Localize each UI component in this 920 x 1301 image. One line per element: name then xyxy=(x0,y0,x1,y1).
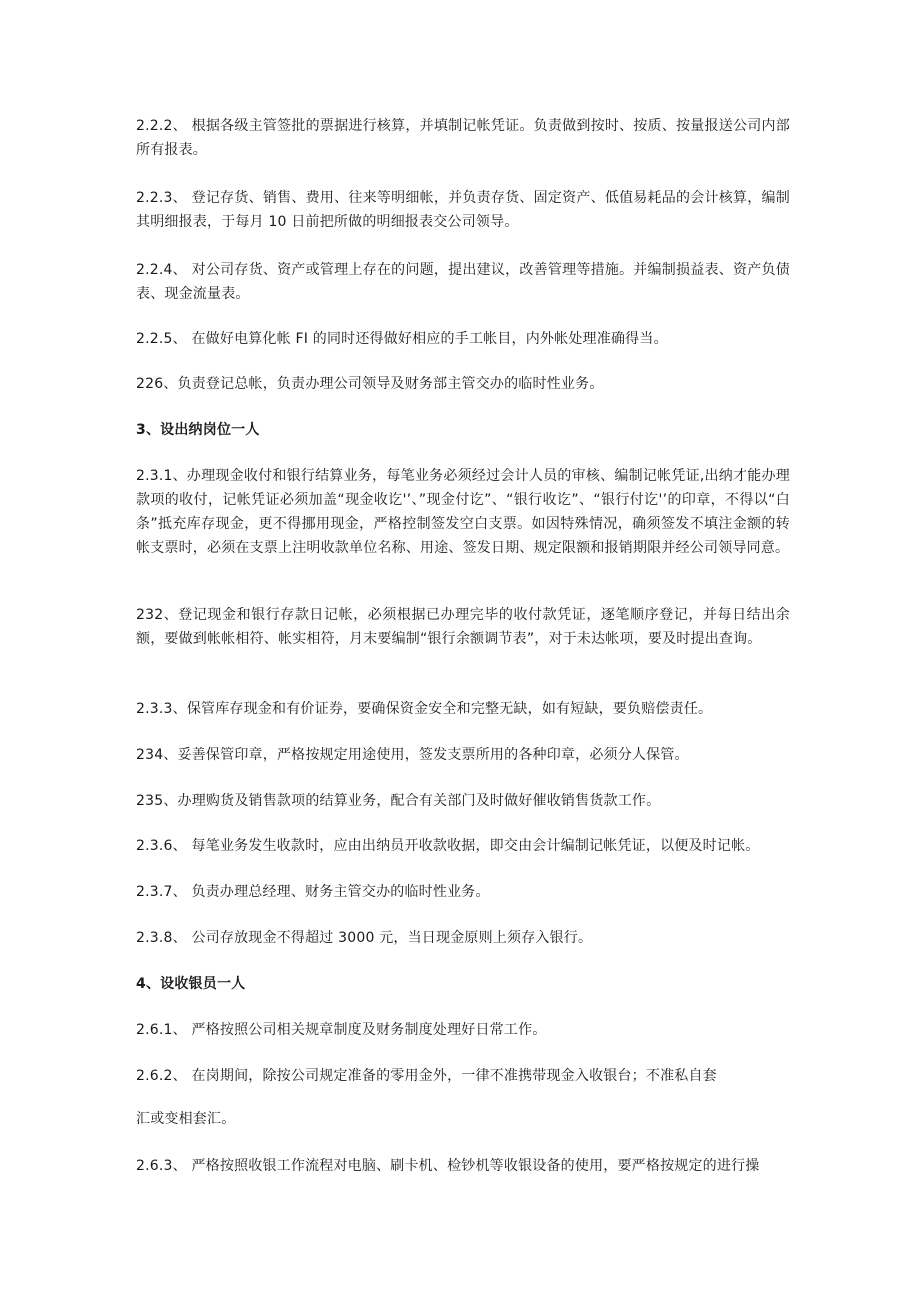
paragraph-2-3-6: 2.3.6、 每笔业务发生收款时，应由出纳员开收款收据，即交由会计编制记帐凭证，以便及时记帐。 xyxy=(136,838,760,854)
paragraph-2-6-2: 2.6.2、 在岗期间，除按公司规定准备的零用金外，一律不准携带现金入收银台；不准私自套 xyxy=(136,1068,717,1084)
section-heading-3: 3、设出纳岗位一人 xyxy=(136,422,260,438)
paragraph-2-2-4: 2.2.4、 对公司存货、资产或管理上存在的问题，提出建议，改善管理等措施。并编制损益表、资产负债表、现金流量表。 xyxy=(136,262,790,302)
paragraph-232: 232、登记现金和银行存款日记帐，必须根据已办理完毕的收付款凭证，逐笔顺序登记，并每日结出余额，要做到帐帐相符、帐实相符，月末要编制“银行余额调节表”，对于未达帐项，要及时提出查询。 xyxy=(136,607,790,647)
section-heading-4: 4、设收银员一人 xyxy=(136,976,246,992)
paragraph-2-6-1: 2.6.1、 严格按照公司相关规章制度及财务制度处理好日常工作。 xyxy=(136,1022,547,1038)
paragraph-2-3-3: 2.3.3、保管库存现金和有价证券，要确保资金安全和完整无缺，如有短缺，要负赔偿责任。 xyxy=(136,701,713,717)
paragraph-2-6-2-continued: 汇或变相套汇。 xyxy=(136,1111,236,1127)
paragraph-2-2-3: 2.2.3、 登记存货、销售、费用、往来等明细帐，并负责存货、固定资产、低值易耗品的会计核算，编制其明细报表，于每月 10 日前把所做的明细报表交公司领导。 xyxy=(136,190,790,230)
paragraph-235: 235、办理购货及销售款项的结算业务，配合有关部门及时做好催收销售货款工作。 xyxy=(136,793,661,809)
paragraph-234: 234、妥善保管印章，严格按规定用途使用，签发支票所用的各种印章，必须分人保管。 xyxy=(136,747,689,763)
paragraph-2-2-5: 2.2.5、 在做好电算化帐 FI 的同时还得做好相应的手工帐目，内外帐处理准确得当。 xyxy=(136,331,668,347)
paragraph-2-2-2: 2.2.2、 根据各级主管签批的票据进行核算，并填制记帐凭证。负责做到按时、按质、按量报送公司内部所有报表。 xyxy=(136,118,790,158)
paragraph-2-3-7: 2.3.7、 负责办理总经理、财务主管交办的临时性业务。 xyxy=(136,884,490,900)
paragraph-2-6-3: 2.6.3、 严格按照收银工作流程对电脑、刷卡机、检钞机等收银设备的使用，要严格按规定的进行操 xyxy=(136,1158,760,1174)
paragraph-226: 226、负责登记总帐，负责办理公司领导及财务部主管交办的临时性业务。 xyxy=(136,376,604,392)
paragraph-2-3-1: 2.3.1、办理现金收付和银行结算业务，每笔业务必须经过会计人员的审核、编制记帐凭证,出纳才能办理款项的收付，记帐凭证必须加盖“现金收讫'’、”现金付讫”、“银行收讫”、“银行付讫'’的印章，不得以“白条”抵充库存现金，更不得挪用现金，严格控制签发空白支票。如因特殊情况，确须签发不填注金额的转帐支票时，必须在支票上注明收款单位名称、用途、签发日期、规定限额和报销期限并经公司领导同意。 xyxy=(136,468,790,556)
paragraph-2-3-8: 2.3.8、 公司存放现金不得超过 3000 元，当日现金原则上须存入银行。 xyxy=(136,930,593,946)
